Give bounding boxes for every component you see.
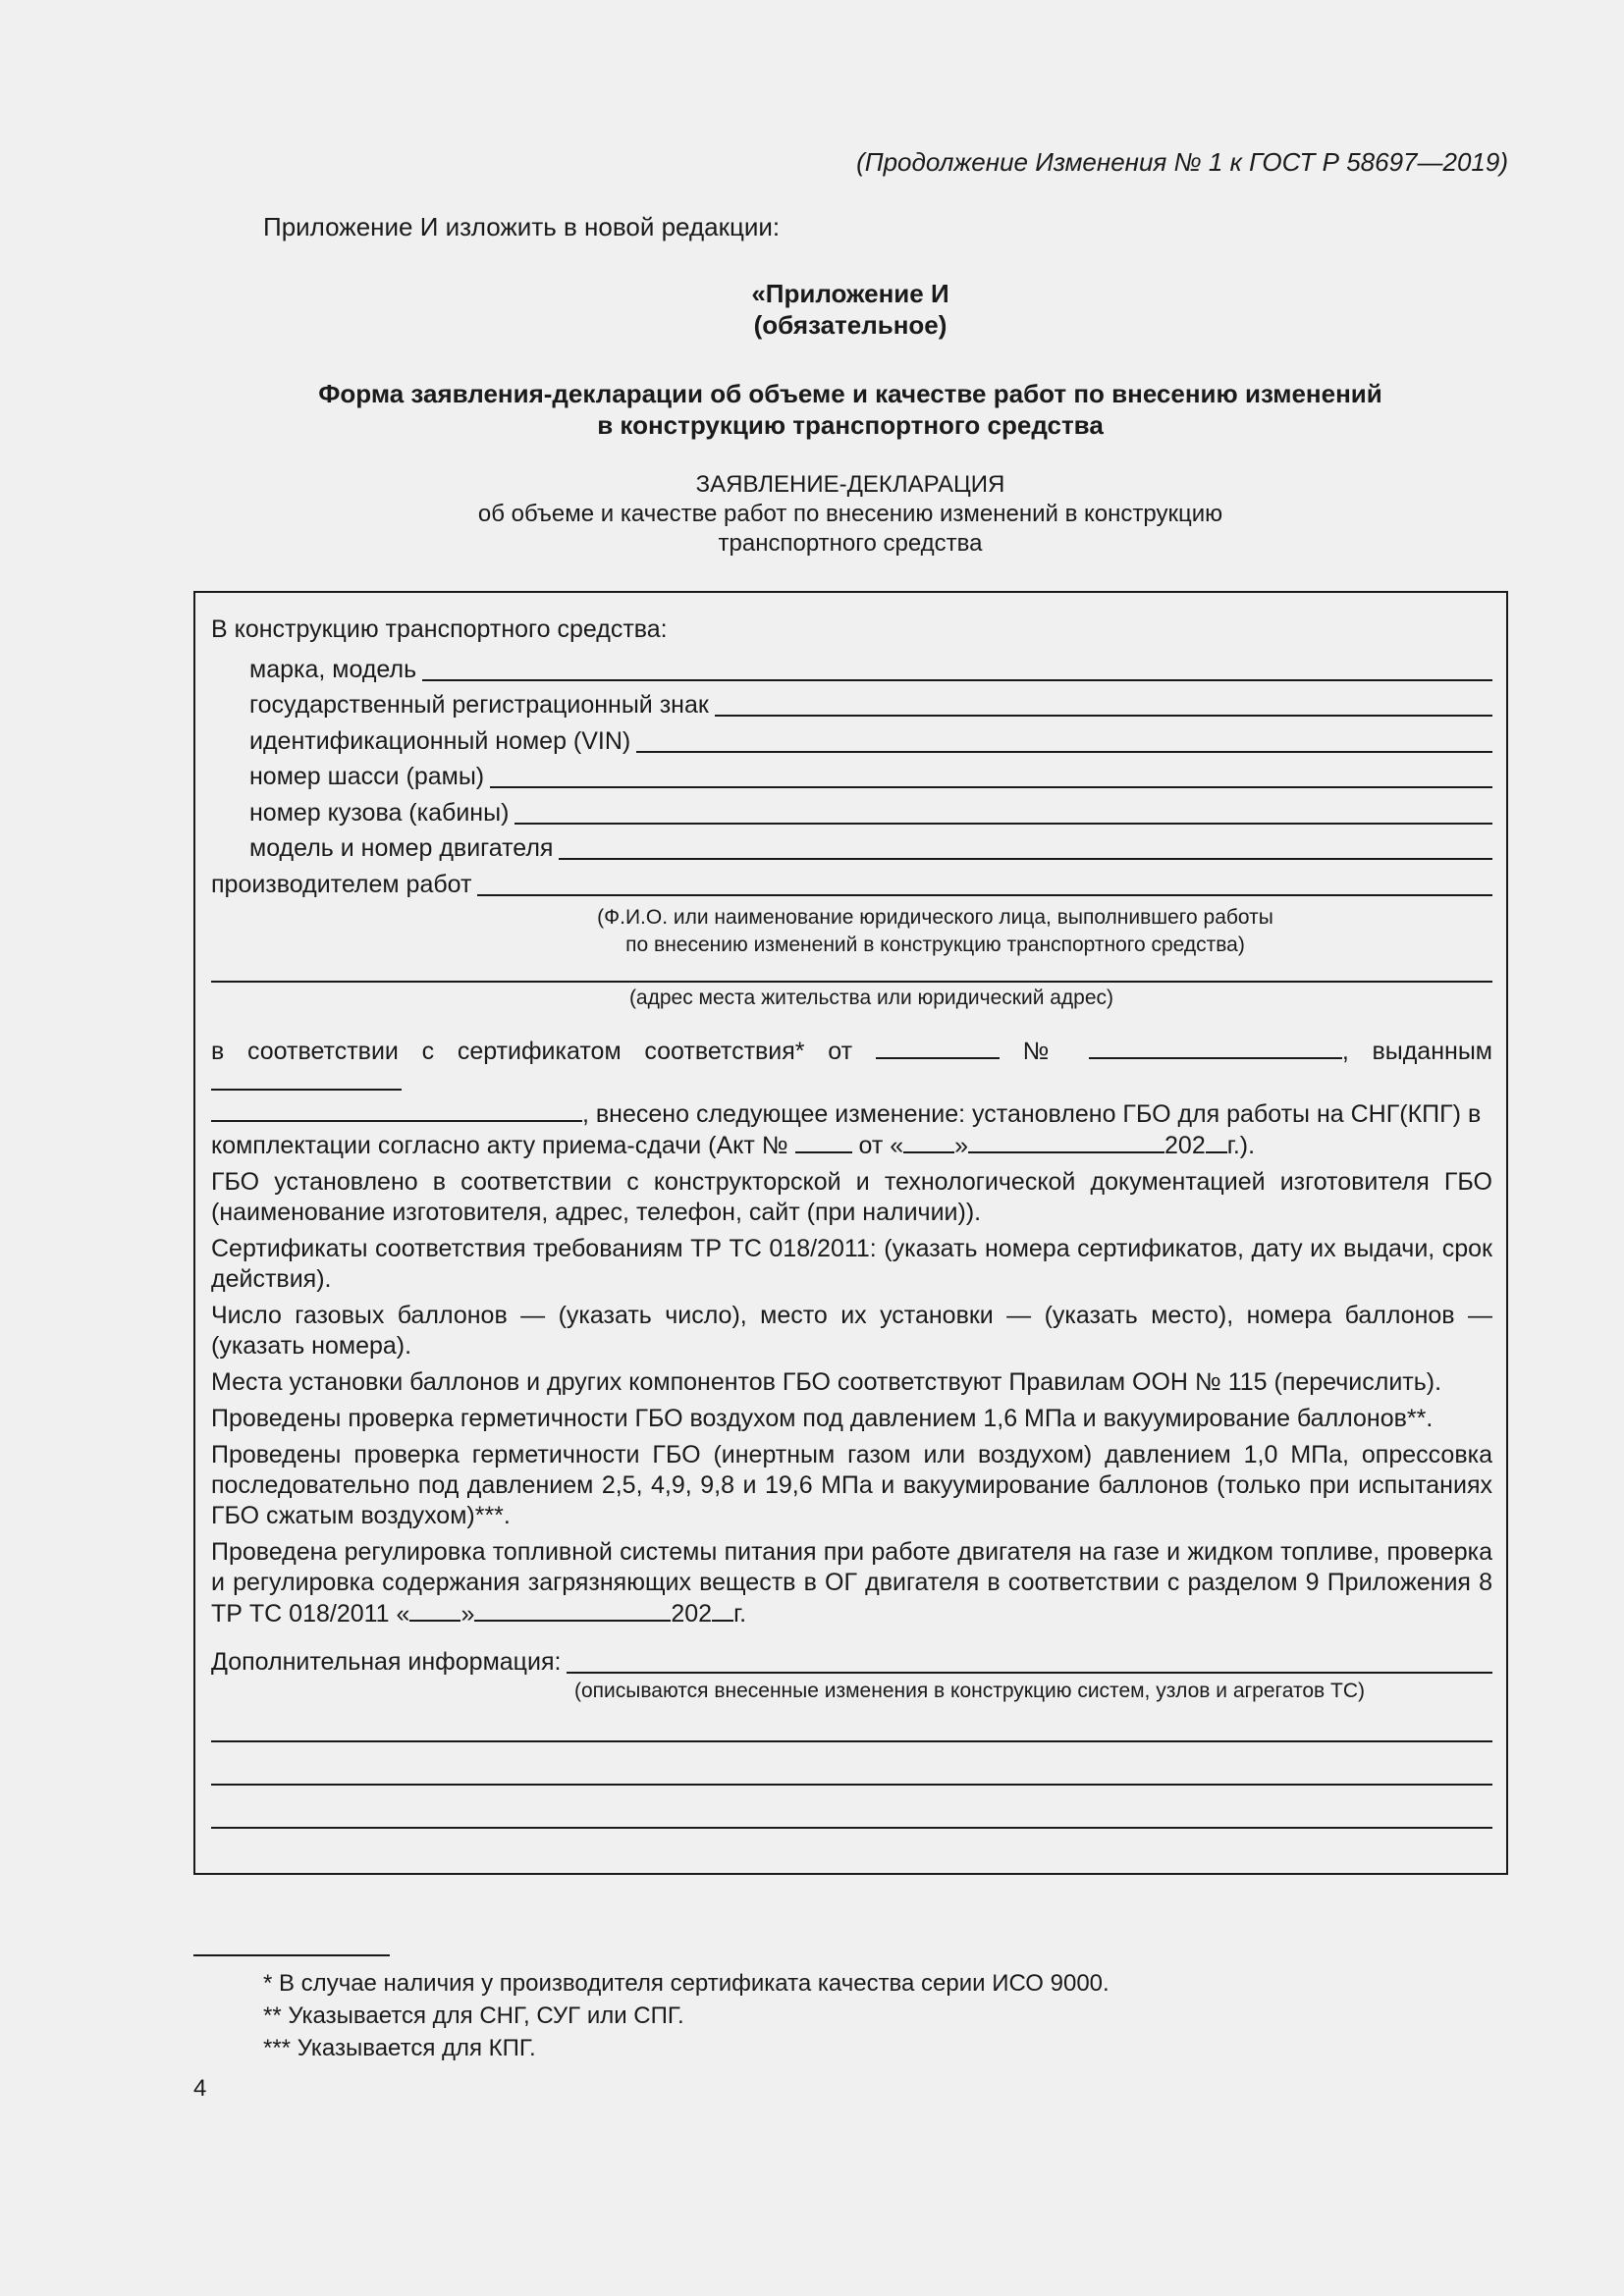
field-performer[interactable] [211, 864, 1492, 900]
text: г.). [1226, 1132, 1256, 1159]
fill-issuer[interactable] [211, 1067, 402, 1091]
field-engine[interactable] [249, 828, 1492, 864]
field-reg-plate[interactable] [249, 685, 1492, 721]
text: 202 [1164, 1132, 1206, 1159]
field-label: номер шасси (рамы) [249, 763, 485, 790]
text: , выданным [1341, 1038, 1492, 1065]
footnote-1: * В случае наличия у производителя сертификата качества серии ИСО 9000. [263, 1970, 1110, 1997]
form-title-line2: в конструкцию транспортного средства [597, 410, 1104, 440]
field-label: государственный регистрационный знак [249, 691, 709, 719]
paragraph-gbo-installed: ГБО установлено в соответствии с конструкторской и технологической документацией изготовителя ГБО (наименование изготовителя, адрес, телефон, сайт (при наличии)). [211, 1168, 1492, 1226]
fill-line[interactable] [490, 785, 1492, 788]
form-body [211, 614, 1492, 1829]
field-label: номер кузова (кабины) [249, 799, 510, 827]
field-chassis[interactable] [249, 757, 1492, 792]
text: Проведена регулировка топливной системы питания при работе двигателя на газе и жидком топливе, проверка и регулировка содержания загрязняющих веществ в ОГ двигателя в соответствии с разделом 9 Приложения 8 ТР ТС 018/2011 « [211, 1538, 1492, 1628]
field-vin[interactable] [249, 721, 1492, 757]
paragraph-leak-test-1: Проведены проверка герметичности ГБО воздухом под давлением 1,6 МПа и вакуумирование баллонов**. [211, 1405, 1434, 1432]
fill-date[interactable] [876, 1036, 1000, 1059]
declaration-title: ЗАЯВЛЕНИЕ-ДЕКЛАРАЦИЯ [695, 471, 1005, 498]
certificate-paragraph [211, 1036, 1492, 1161]
text: » [460, 1600, 475, 1628]
declaration-heading [0, 470, 1624, 559]
fill-act-number[interactable] [795, 1130, 852, 1153]
fill-line[interactable] [559, 857, 1492, 860]
caption-line: по внесению изменений в конструкцию транспортного средства) [625, 934, 1245, 956]
field-make-model[interactable] [249, 650, 1492, 685]
text: г. [733, 1600, 747, 1628]
fill-day[interactable] [409, 1598, 460, 1622]
paragraph-adjustment [211, 1537, 1492, 1629]
page-number: 4 [193, 2075, 207, 2102]
additional-line-3[interactable] [211, 1827, 1492, 1829]
text: комплектации согласно акту приема-сдачи (Акт № [211, 1132, 788, 1159]
field-label: модель и номер двигателя [249, 834, 554, 862]
declaration-form-frame [193, 591, 1508, 1875]
fill-number[interactable] [1089, 1036, 1342, 1059]
additional-caption: (описываются внесенные изменения в конструкцию систем, узлов и агрегатов ТС) [574, 1680, 1365, 1702]
form-title-line1: Форма заявления-декларации об объеме и качестве работ по внесению изменений [318, 379, 1382, 408]
fill-month[interactable] [968, 1130, 1164, 1153]
field-label: идентификационный номер (VIN) [249, 727, 631, 755]
additional-line-2[interactable] [211, 1784, 1492, 1786]
fill-line[interactable] [477, 893, 1492, 896]
address-line[interactable] [211, 981, 1492, 983]
annex-status: (обязательное) [753, 310, 947, 340]
vehicle-fields [211, 650, 1492, 864]
text: в соответствии с сертификатом соответствия* от [211, 1038, 853, 1065]
text: № [1022, 1038, 1066, 1065]
paragraph-certificates: Сертификаты соответствия требованиям ТР ТС 018/2011: (указать номера сертификатов, дату их выдачи, срок действия). [211, 1235, 1492, 1293]
text: 202 [671, 1600, 713, 1628]
footnote-divider [193, 1954, 390, 1956]
field-label: марка, модель [249, 656, 417, 683]
field-body[interactable] [249, 792, 1492, 828]
field-additional-info[interactable] [211, 1645, 1492, 1678]
annex-heading [0, 278, 1624, 341]
field-label: производителем работ [211, 871, 472, 898]
fill-year[interactable] [1206, 1130, 1227, 1153]
annex-title: «Приложение И [751, 279, 949, 308]
form-title [0, 378, 1624, 441]
text: , внесено следующее изменение: установлено ГБО для работы на СНГ(КПГ) в [582, 1100, 1482, 1128]
paragraph-locations: Места установки баллонов и других компонентов ГБО соответствуют Правилам ООН № 115 (перечислить). [211, 1368, 1442, 1396]
address-caption: (адрес места жительства или юридический адрес) [628, 987, 1114, 1009]
declaration-subtitle2: транспортного средства [718, 530, 983, 557]
paragraph-leak-test-2: Проведены проверка герметичности ГБО (инертным газом или воздухом) давлением 1,0 МПа, опрессовка последовательно под давлением 2,5, 4,9, 9,8 и 19,6 МПа и вакуумирование баллонов (только при испытаниях ГБО сжатым воздухом)***. [211, 1441, 1492, 1529]
footnote-2: ** Указывается для СНГ, СУГ или СПГ. [263, 2002, 684, 2029]
fill-line[interactable] [636, 750, 1492, 753]
declaration-subtitle1: об объеме и качестве работ по внесению изменений в конструкцию [477, 501, 1223, 527]
vehicle-heading: В конструкцию транспортного средства: [211, 615, 668, 643]
fill-line[interactable] [567, 1671, 1492, 1674]
text: от « [858, 1132, 904, 1159]
additional-line-1[interactable] [211, 1740, 1492, 1742]
footnote-3: *** Указывается для КПГ. [263, 2035, 536, 2061]
fill-day[interactable] [903, 1130, 954, 1153]
fill-month[interactable] [474, 1598, 671, 1622]
performer-caption [211, 904, 1492, 959]
paragraph-cylinders: Число газовых баллонов — (указать число), место их установки — (указать место), номера баллонов — (указать номера). [211, 1302, 1492, 1360]
footnotes [263, 1967, 1110, 2064]
caption-line: (Ф.И.О. или наименование юридического лица, выполнившего работы [597, 906, 1273, 929]
text: » [954, 1132, 969, 1159]
fill-line[interactable] [514, 822, 1492, 825]
fill-issuer-cont[interactable] [211, 1098, 582, 1122]
fill-line[interactable] [422, 678, 1492, 681]
intro-text: Приложение И изложить в новой редакции: [263, 212, 781, 241]
field-label: Дополнительная информация: [211, 1648, 562, 1676]
fill-line[interactable] [715, 714, 1492, 717]
continuation-header: (Продолжение Изменения № 1 к ГОСТ Р 58697—2019) [856, 147, 1508, 177]
fill-year[interactable] [712, 1598, 733, 1622]
